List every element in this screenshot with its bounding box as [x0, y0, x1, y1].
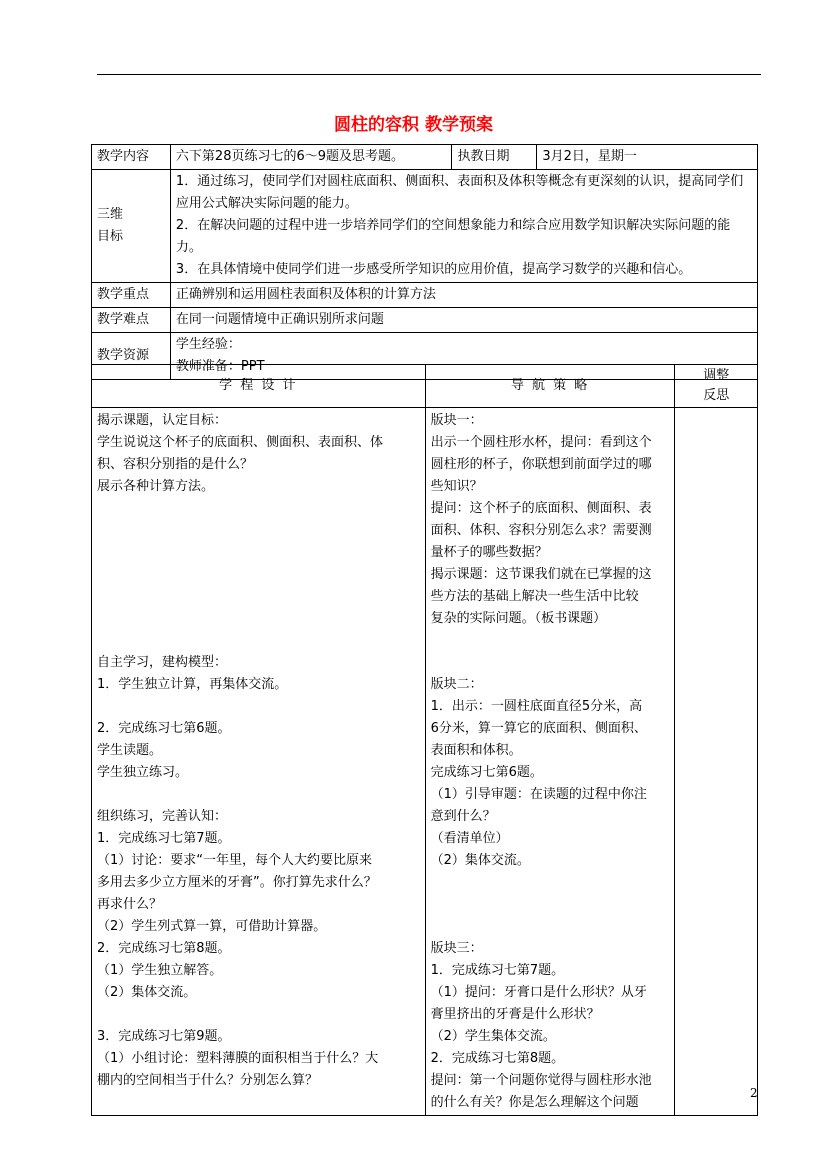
- text-line: 1．学生独立计算，再集体交流。: [97, 677, 288, 692]
- page-number: 2: [750, 1086, 758, 1100]
- text-line: 完成练习七第6题。: [430, 765, 543, 780]
- difficulty-value: 在同一问题情境中正确识别所求问题: [170, 308, 757, 333]
- text-line: （1）学生独立解答。: [97, 963, 223, 978]
- text-line: （1）小组讨论：塑料薄膜的面积相当于什么？大: [97, 1051, 379, 1066]
- text-line: 2．完成练习七第8题。: [97, 941, 231, 956]
- header-rule: [97, 74, 761, 75]
- lesson-plan-table: [91, 364, 758, 1116]
- text-line: （1）讨论：要求“一年里，每个人大约要比原来: [97, 853, 373, 868]
- text-line: [97, 1004, 420, 1026]
- text-line: [97, 542, 420, 564]
- text-line: 些知识？: [430, 479, 483, 494]
- learning-design-column: [92, 408, 426, 1116]
- text-line: [97, 608, 420, 630]
- text-line: 1．完成练习七第7题。: [97, 831, 231, 846]
- text-line: [431, 894, 670, 916]
- text-line: （2）学生集体交流。: [430, 1029, 556, 1044]
- text-line: 1．出示：一圆柱底面直径5分米，高: [430, 699, 643, 714]
- text-line: 6分米，算一算它的底面积、侧面积、: [430, 721, 647, 736]
- text-line: 的什么有关？你是怎么理解这个问题: [430, 1095, 639, 1110]
- text-line: （1）提问：牙膏口是什么形状？从牙: [430, 985, 647, 1000]
- text-line: 揭示课题：这节课我们就在已掌握的这: [430, 567, 652, 582]
- text-line: 多用去多少立方厘米的牙膏”。你打算先求什么？: [97, 875, 377, 890]
- learning-design-header: 学 程 设 计: [92, 365, 426, 408]
- text-line: [97, 784, 420, 806]
- text-line: 提问：第一个问题你觉得与圆柱形水池: [430, 1073, 652, 1088]
- text-line: 自主学习，建构模型：: [97, 655, 228, 670]
- text-line: 3．完成练习七第9题。: [97, 1029, 231, 1044]
- text-line: 组织练习，完善认知：: [97, 809, 228, 824]
- resource-item: 教师准备：PPT: [175, 359, 265, 374]
- text-line: 1．完成练习七第7题。: [430, 963, 565, 978]
- date-value: 3月2日，星期一: [537, 145, 758, 170]
- text-line: 意到什么？: [430, 809, 496, 824]
- document-title: 圆柱的容积 教学预案: [334, 115, 493, 135]
- text-line: 揭示课题，认定目标：: [97, 413, 228, 428]
- text-line: 积、容积分别指的是什么？: [97, 457, 254, 472]
- resource-item: 学生经验：: [175, 337, 241, 352]
- resources-label: 教学资源: [92, 333, 171, 380]
- text-line: 量杯子的哪些数据？: [430, 545, 548, 560]
- text-line: 复杂的实际问题。（板书课题）: [430, 611, 607, 626]
- goals-cell: [170, 170, 757, 283]
- text-line: 棚内的空间相当于什么？分别怎么算？: [97, 1073, 319, 1088]
- text-line: [431, 630, 670, 652]
- text-line: （2）学生列式算一算，可借助计算器。: [97, 919, 327, 934]
- text-line: [97, 520, 420, 542]
- text-line: [97, 630, 420, 652]
- key-point-value: 正确辨别和运用圆柱表面积及体积的计算方法: [170, 283, 757, 308]
- text-line: （2）集体交流。: [97, 985, 197, 1000]
- text-line: 版块二：: [430, 677, 483, 692]
- navigation-strategy-header: 导 航 策 略: [425, 365, 675, 408]
- lesson-info-table: [91, 144, 758, 380]
- text-line: [97, 564, 420, 586]
- goals-label: 三维目标: [92, 170, 171, 283]
- date-label: 执教日期: [452, 145, 537, 170]
- text-line: [97, 586, 420, 608]
- difficulty-label: 教学难点: [92, 308, 171, 333]
- text-line: 展示各种计算方法。: [97, 479, 215, 494]
- text-line: 学生独立练习。: [97, 765, 189, 780]
- text-line: 膏里挤出的牙膏是什么形状？: [430, 1007, 600, 1022]
- navigation-strategy-column: [425, 408, 675, 1116]
- text-line: 版块一：: [430, 413, 483, 428]
- text-line: [431, 916, 670, 938]
- reflection-column: [675, 408, 758, 1116]
- text-line: 出示一个圆柱形水杯，提问：看到这个: [430, 435, 652, 450]
- text-line: [431, 652, 670, 674]
- reflection-header: 调整 反思: [675, 365, 758, 408]
- goal-item: 3．在具体情境中使同学们进一步感受所学知识的应用价值，提高学习数学的兴趣和信心。: [175, 262, 692, 277]
- text-line: 面积、体积、容积分别怎么求？需要测: [430, 523, 652, 538]
- text-line: 圆柱形的杯子，你联想到前面学过的哪: [430, 457, 652, 472]
- goal-item: 2．在解决问题的过程中进一步培养同学们的空间想象能力和综合应用数学知识解决实际问题的能力。: [175, 218, 731, 255]
- text-line: （看清单位）: [430, 831, 509, 846]
- text-line: 2．完成练习七第6题。: [97, 721, 231, 736]
- text-line: 版块三：: [430, 941, 483, 956]
- text-line: 些方法的基础上解决一些生活中比较: [430, 589, 639, 604]
- content-value: 六下第28页练习七的6～9题及思考题。: [170, 145, 452, 170]
- text-line: （1）引导审题：在读题的过程中你注: [430, 787, 647, 802]
- text-line: 学生说说这个杯子的底面积、侧面积、表面积、体: [97, 435, 384, 450]
- text-line: 再求什么？: [97, 897, 163, 912]
- text-line: 提问：这个杯子的底面积、侧面积、表: [430, 501, 652, 516]
- text-line: 表面积和体积。: [430, 743, 522, 758]
- goal-item: 1．通过练习，使同学们对圆柱底面积、侧面积、表面积及体积等概念有更深刻的认识，提高同学们应用公式解决实际问题的能力。: [175, 174, 744, 211]
- text-line: （2）集体交流。: [430, 853, 530, 868]
- text-line: [431, 872, 670, 894]
- text-line: 2．完成练习七第8题。: [430, 1051, 565, 1066]
- content-label: 教学内容: [92, 145, 171, 170]
- text-line: [97, 696, 420, 718]
- key-point-label: 教学重点: [92, 283, 171, 308]
- text-line: 学生读题。: [97, 743, 163, 758]
- text-line: [97, 498, 420, 520]
